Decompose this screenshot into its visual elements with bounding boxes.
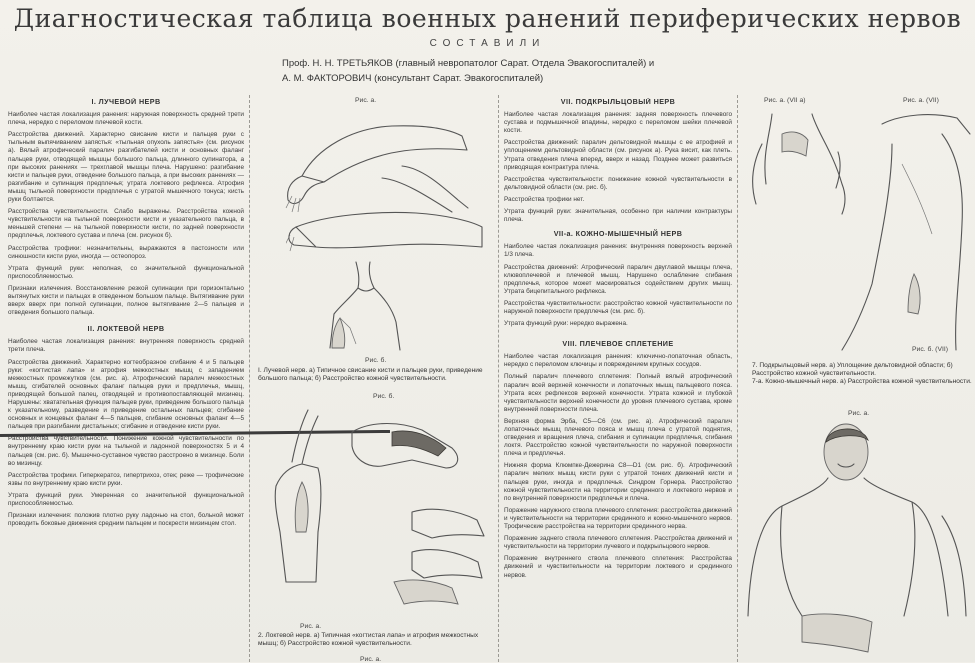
paragraph: Поражение заднего ствола плечевого сплетения. Расстройства движений и чувствительности на территории лучевого и подкрыльцового нервов.	[504, 535, 732, 551]
figure-label: Рис. а.	[355, 97, 377, 104]
author-line-1: Проф. Н. Н. ТРЕТЬЯКОВ (главный невропатолог Сарат. Отдела Эвакогоспиталей) и	[282, 58, 655, 69]
document-title: Диагностическая таблица военных ранений периферических нервов	[13, 4, 962, 33]
column-axillary-plexus	[504, 98, 732, 662]
paragraph: Наиболее частая локализация ранения: ключично-лопаточная область, нередко с переломом ключицы и повреждением крупных сосудов.	[504, 353, 732, 369]
subtitle: СОСТАВИЛИ	[429, 38, 546, 49]
paragraph: Утрата функций руки: нередко выражена.	[504, 320, 628, 328]
paragraph: Нижняя форма Клюмпке-Дежерина C8—D1 (см. рис. б). Атрофический паралич мелких мышц кисти руки с утратой тонких движений кисти и пальцев руки, иногда и предплечья. Синдром Горнера. Расстройство кожной чувствительности на территории срединного и локтевого нервов и по внутренней поверхности предплечья и плеча.	[504, 462, 732, 502]
section-heading: VII. ПОДКРЫЛЬЦОВЫЙ НЕРВ	[560, 98, 676, 106]
paragraph: Поражение наружного ствола плечевого сплетения: расстройства движений и чувствительности на территории срединного и кожно-мышечного нервов. Трофические расстройства на территории срединного нерва.	[504, 506, 732, 531]
section-heading: I. ЛУЧЕВОЙ НЕРВ	[91, 98, 161, 106]
illustration-man-plexus	[742, 416, 972, 662]
figure-caption: 7-а. Кожно-мышечный нерв. а) Расстройства кожной чувствительности.	[752, 378, 972, 385]
figure-caption: 7. Подкрыльцовый нерв. а) Уплощение дельтовидной области; б) Расстройство кожной чувствительности.	[752, 362, 953, 377]
figure-label: Рис. а. (VII)	[903, 97, 939, 104]
column-radial-ulnar	[8, 98, 244, 662]
figure-label: Рис. б.	[365, 357, 387, 364]
figure-caption: I. Лучевой нерв. а) Типичное свисание кисти и пальцев руки, приведение большого пальца; б) Расстройство кожной чувствительности.	[258, 367, 483, 382]
paragraph: Расстройства трофики: незначительны, выражаются в пастозности или синюшности кисти руки, иногда — остеопороз.	[8, 244, 244, 260]
figure-label: Рис. а. (VII а)	[764, 97, 806, 104]
paragraph: Расстройства трофики нет.	[504, 195, 585, 203]
paragraph: Наиболее частая локализация ранения: внутренняя поверхность средней трети плеча.	[8, 338, 244, 354]
section-heading: VIII. ПЛЕЧЕВОЕ СПЛЕТЕНИЕ	[562, 339, 674, 349]
figure-label: Рис. а.	[300, 623, 322, 630]
paragraph: Расстройства движений. Характерно свисание кисти и пальцев руки с тыльным выпячиванием запястья: «тыльная опухоль запястья» (см. рисунок а). Вялый атрофический паралич разгибателей кисти и основных фаланг пальцев руки, отводящей мышцы большого пальца, длинного супинатора, а при высоких ранениях — трехглавой мышцы плеча. Нарушено: разгибание кисти и пальцев руки, отведение большого пальца, а при высоких ранениях — разгибание и супинация предплечья; утрата локтевого рефлекса. Атрофия мышц тыльной поверхности предплечья с утратой мышечного тонуса; кисть руки болтается.	[8, 131, 244, 204]
figure-label: Рис. а.	[848, 410, 870, 417]
paragraph: Наиболее частая локализация ранения: наружная поверхность средней трети плеча, нередко с переломом плечевой кости.	[8, 111, 244, 127]
illustration-hand-sensory	[310, 258, 420, 358]
paragraph: Расстройства чувствительности: понижение кожной чувствительности в дельтовидной области (см. рис. б).	[504, 175, 732, 191]
paragraph: Расстройства чувствительности. Понижение кожной чувствительности по внутреннему краю кисти руки на тыльной и ладонной поверхностях 5 и 4 пальцев (см. рис. б). Мышечно-суставное чувство расстроено в мизинце. Боли во мизинцу.	[8, 435, 244, 467]
section-heading: VII-а. КОЖНО-МЫШЕЧНЫЙ НЕРВ	[553, 229, 683, 239]
paragraph: Верхняя форма Эрба, C5—C6 (см. рис. а). Атрофический паралич лопаточных мышц плечевого пояса и мышц плеча с утратой поднятия, отведения и вращения плеча, сгибания и супинации предплечья, сгибания локтя. Расстройство кожной чувствительности по наружной поверхности плеча и предплечья.	[504, 417, 732, 458]
figure-label: Рис. б.	[373, 393, 395, 400]
column-divider	[249, 95, 250, 662]
figure-caption: 2. Локтевой нерв. а) Типичная «когтистая лапа» и атрофия межкостных мышц; б) Расстройство кожной чувствительности.	[258, 632, 479, 647]
column-divider	[498, 95, 499, 662]
paragraph: Признаки излечения. Восстановление резкой супинации при горизонтально вытянутых кисти и пальцах в отведенном большом пальце. Вытягивание руки вверх вверх при полной супинации, полное вытягивание 2—5 пальцев и отведения большого пальца.	[8, 284, 244, 317]
paragraph: Расстройства трофики. Гиперкератоз, гипертрихоз, отек; реже — трофические язвы по внутреннему краю кисти руки.	[8, 471, 244, 487]
paragraph: Расстройства движений: Атрофический паралич двуглавой мышцы плеча, клювоплечевой и плечевой мышц. Нарушено ослабление сгибания предплечья, которое может маскироваться содействием других мышц. Утрата бицепитального рефлекса.	[504, 263, 732, 295]
paragraph: Утрата функций руки. Умеренная со значительной функциональной приспособляемостью.	[8, 491, 244, 508]
column-divider	[737, 95, 738, 662]
paragraph: Наиболее частая локализация ранения: внутренняя поверхность верхней 1/3 плеча.	[504, 243, 732, 259]
illustration-arm-wrist-drop	[262, 108, 492, 218]
author-line-2: А. М. ФАКТОРОВИЧ (консультант Сарат. Эвакогоспиталей)	[282, 73, 544, 84]
paragraph: Утрата функций руки: неполная, со значительной функциональной приспособляемостью.	[8, 264, 244, 280]
illustration-claw-hand	[262, 402, 494, 622]
paragraph: Полный паралич плечевого сплетения: Полный вялый атрофический паралич всей верхней конечности и лопаточных мышц пальцевого пояса. Утрата всех рефлексов верхней конечности. Утрата кожной и глубокой чувствительности верхней конечности до уровня плечевого сустава, кроме внутренней поверхности плеча.	[504, 373, 732, 413]
paragraph: Расстройства чувствительности: расстройство кожной чувствительности по наружной поверхности предплечья (см. рис. б).	[504, 299, 732, 315]
illustration-shoulders-deltoid	[742, 104, 972, 354]
paragraph: Расстройства движений. Характерно когтеобразное сгибание 4 и 5 пальцев руки: «когтистая лапа» и атрофия межкостных мышц с западением межкостных промежутков (см. рис. а). Атрофический паралич межкостных мышц, сгибателей основных фаланг пальцев руки и предплечья, мышц, приводящей большой палец, отводящей и противопоставляющей мизинец. Нарушены: хватательная функция пальцев руки, приведение большого пальца к указательному, разведение и приведение остальных пальцев; сгибание основных и концевых фаланг 4—5 пальцев, сгибание основных фаланг 4—5 пальцев при разгибании дистальных; сгибание и отведение кисти руки.	[8, 358, 244, 431]
paragraph: Признаки излечения: положив плотно руку ладонью на стол, больной может проводить боковые движения средним пальцем и поскрести мизинцем стол.	[8, 512, 244, 528]
paragraph: Наиболее частая локализация ранения: задняя поверхность плечевого сустава и подмышечной впадины, нередко с переломом шейки плечевой кости.	[504, 111, 732, 135]
figure-label: Рис. а.	[360, 656, 382, 663]
paragraph: Расстройства чувствительности. Слабо выражены. Расстройства кожной чувствительности на тыльной поверхности кисти и указательного пальца, в меньшей степени — на тыльной поверхности кисти, по задней поверхности предплечья, локтевого сустава и плеча (см. рисунок б).	[8, 208, 244, 240]
figure-label: Рис. б. (VII)	[912, 346, 949, 353]
paragraph: Поражение внутреннего ствола плечевого сплетения: Расстройства движений и чувствительности на территории локтевого и срединного нервов.	[504, 555, 732, 579]
illustration-forearm-extended	[286, 205, 486, 265]
paragraph: Расстройства движений: паралич дельтовидной мышцы с ее атрофией и уплощением дельтовидной области (см. рисунок а). Рука висит, как плеть. Утрата отведения плеча вперед, вверх и назад. Позднее может развиться приводящая контрактура плеча.	[504, 139, 732, 171]
section-heading: II. ЛОКТЕВОЙ НЕРВ	[87, 324, 165, 334]
paragraph: Утрата функций руки: значительная, особенно при наличии контрактуры плеча.	[504, 208, 732, 224]
